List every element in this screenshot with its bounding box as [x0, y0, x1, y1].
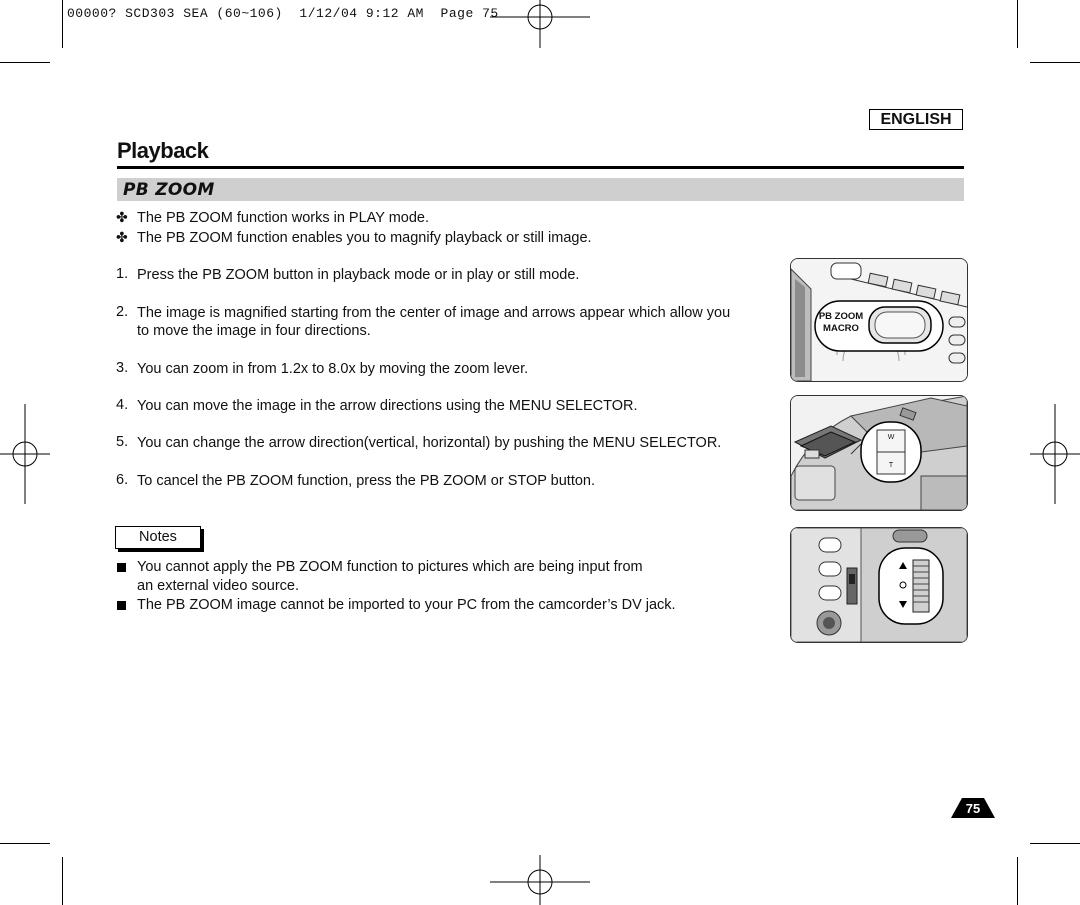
note-text: The PB ZOOM image cannot be imported to your PC from the camcorder’s DV jack.: [137, 597, 676, 613]
step-text: You can zoom in from 1.2x to 8.0x by moving the zoom lever.: [137, 361, 529, 377]
subsection-bar: [117, 178, 964, 201]
macro-button-label: MACRO: [823, 323, 859, 334]
menu-selector-icon: [791, 528, 967, 642]
zoom-tele-label: T: [888, 462, 894, 469]
step-text: To cancel the PB ZOOM function, press the PB ZOOM or STOP button.: [137, 473, 596, 489]
step-text: to move the image in four directions.: [137, 323, 371, 339]
step-number: 3.: [116, 360, 129, 376]
cross-bullet-icon: ✤: [116, 229, 128, 245]
step-number: 6.: [116, 472, 129, 488]
pb-zoom-button-label: PB ZOOM: [818, 311, 864, 322]
crop-mark: [1030, 62, 1080, 63]
registration-mark-top: [490, 0, 590, 50]
print-header: 00000? SCD303 SEA (60~106) 1/12/04 9:12 AM Page 75: [67, 6, 499, 21]
step-text: You can change the arrow direction(vertical, horizontal) by pushing the MENU SELECTOR.: [137, 435, 722, 451]
registration-mark-left: [0, 404, 50, 504]
crop-mark: [0, 843, 50, 844]
crop-mark: [1030, 843, 1080, 844]
title-rule: [117, 166, 964, 169]
crop-mark: [62, 0, 63, 48]
step-text: You can move the image in the arrow directions using the MENU SELECTOR.: [137, 398, 638, 414]
registration-mark-bottom: [490, 855, 590, 905]
crop-mark: [1017, 0, 1018, 48]
zoom-lever-icon: [791, 396, 967, 510]
zoom-wide-label: W: [887, 434, 895, 441]
step-number: 1.: [116, 266, 129, 282]
square-bullet-icon: [117, 601, 126, 610]
step-text: Press the PB ZOOM button in playback mode or in play or still mode.: [137, 267, 580, 283]
intro-bullet: The PB ZOOM function enables you to magnify playback or still image.: [137, 230, 592, 246]
notes-label: Notes: [115, 526, 201, 549]
step-number: 5.: [116, 434, 129, 450]
registration-mark-right: [1030, 404, 1080, 504]
step-number: 2.: [116, 304, 129, 320]
subsection-title: PB ZOOM: [123, 180, 215, 200]
step-number: 4.: [116, 397, 129, 413]
page-number: 75: [965, 801, 981, 816]
zoom-lever-illustration: [790, 395, 968, 511]
menu-selector-illustration: [790, 527, 968, 643]
section-title: Playback: [117, 138, 209, 163]
cross-bullet-icon: ✤: [116, 209, 128, 225]
step-text: The image is magnified starting from the center of image and arrows appear which allow you: [137, 305, 731, 321]
page-number-badge: [950, 797, 996, 819]
intro-bullet: The PB ZOOM function works in PLAY mode.: [137, 210, 429, 226]
language-badge: ENGLISH: [869, 109, 963, 130]
pb-zoom-button-illustration: [790, 258, 968, 382]
crop-mark: [0, 62, 50, 63]
crop-mark: [1017, 857, 1018, 905]
square-bullet-icon: [117, 563, 126, 572]
note-text: an external video source.: [137, 578, 300, 594]
note-text: You cannot apply the PB ZOOM function to pictures which are being input from: [137, 559, 643, 575]
crop-mark: [62, 857, 63, 905]
